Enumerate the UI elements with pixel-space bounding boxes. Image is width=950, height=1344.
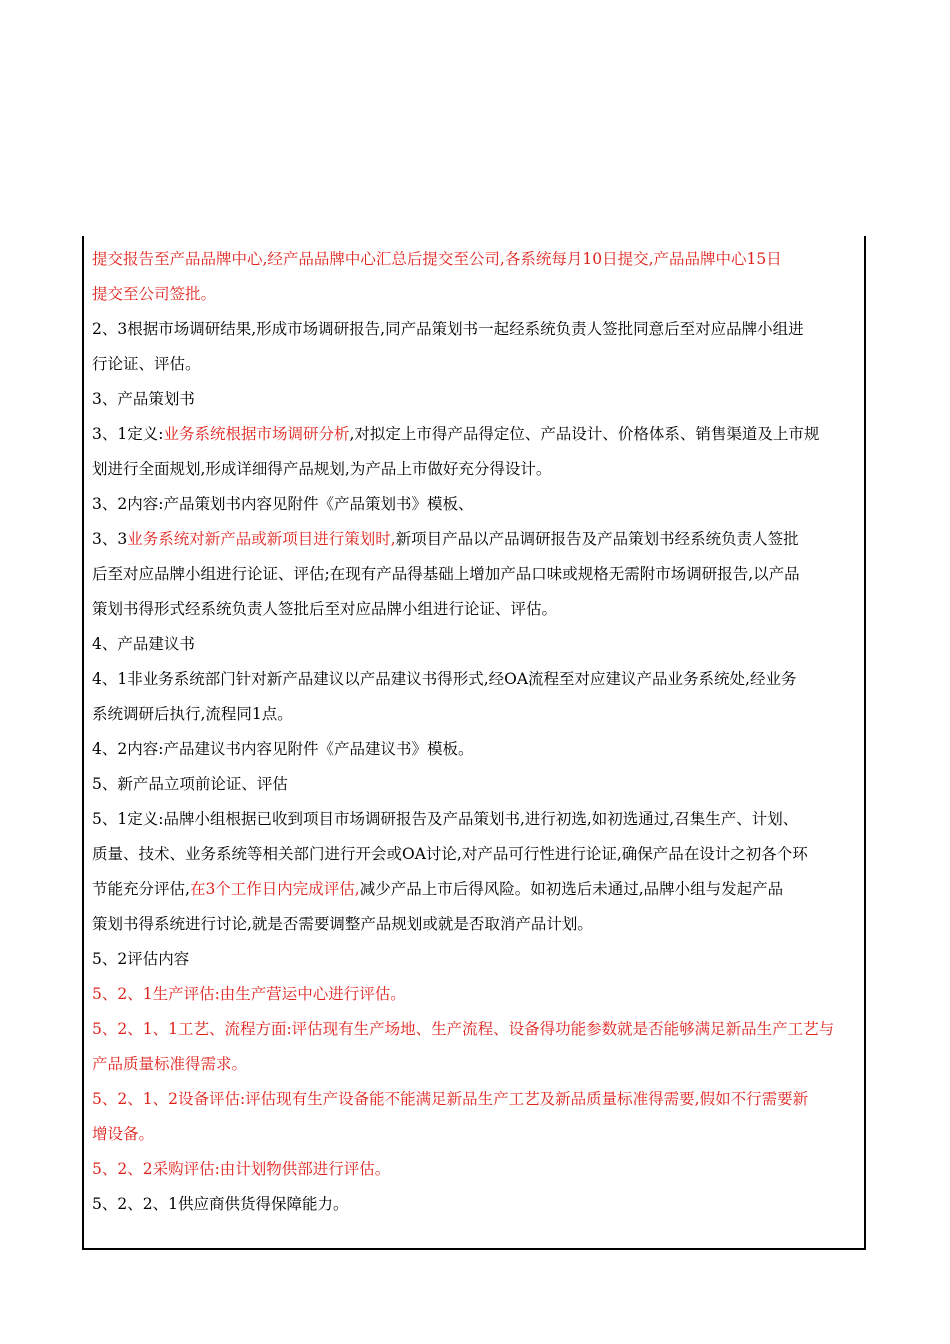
- body-text: 策划书得系统进行讨论,就是否需要调整产品规划或就是否取消产品计划。: [92, 915, 593, 933]
- body-text: 质量、技术、业务系统等相关部门进行开会或OA讨论,对产品可行性进行论证,确保产品在设计之初各个环: [92, 845, 808, 863]
- body-text: 5、新产品立项前论证、评估: [92, 775, 288, 793]
- body-text: 系统调研后执行,流程同1点。: [92, 705, 293, 723]
- text-line: [92, 487, 862, 522]
- highlighted-text: 业务系统根据市场调研分析: [163, 425, 350, 443]
- body-text: 策划书得形式经系统负责人签批后至对应品牌小组进行论证、评估。: [92, 600, 558, 618]
- text-line: [92, 907, 862, 942]
- text-line: [92, 1187, 862, 1222]
- body-text: 划进行全面规划,形成详细得产品规划,为产品上市做好充分得设计。: [92, 460, 552, 478]
- body-text: 5、2评估内容: [92, 950, 190, 968]
- text-line: [92, 627, 862, 662]
- highlighted-text: 在3个工作日内完成评估,: [189, 880, 360, 898]
- body-text: 后至对应品牌小组进行论证、评估;在现有产品得基础上增加产品口味或规格无需附市场调研报告,以产品: [92, 565, 800, 583]
- text-line: [92, 802, 862, 837]
- document-frame: [82, 236, 866, 1250]
- text-line: [92, 1152, 862, 1187]
- text-line: [92, 277, 862, 312]
- highlighted-text: 5、2、1、1工艺、流程方面:评估现有生产场地、生产流程、设备得功能参数就是否能够满足新品生产工艺与: [92, 1020, 835, 1038]
- highlighted-text: 提交至公司签批。: [92, 285, 217, 303]
- body-text: 新项目产品以产品调研报告及产品策划书经系统负责人签批: [395, 530, 799, 548]
- body-text: 2、3根据市场调研结果,形成市场调研报告,同产品策划书一起经系统负责人签批同意后至对应品牌小组进: [92, 320, 804, 338]
- text-line: [92, 312, 862, 347]
- text-line: [92, 697, 862, 732]
- highlighted-text: 增设备。: [92, 1125, 155, 1143]
- body-text: 5、2、2、1供应商供货得保障能力。: [92, 1195, 349, 1213]
- text-line: [92, 977, 862, 1012]
- text-line: [92, 662, 862, 697]
- text-line: [92, 942, 862, 977]
- text-line: [92, 732, 862, 767]
- text-line: [92, 872, 862, 907]
- highlighted-text: 业务系统对新产品或新项目进行策划时,: [127, 530, 396, 548]
- text-line: [92, 347, 862, 382]
- body-text: 4、1非业务系统部门针对新产品建议以产品建议书得形式,经OA流程至对应建议产品业务系统处,经业务: [92, 670, 797, 688]
- highlighted-text: 5、2、1、2设备评估:评估现有生产设备能不能满足新品生产工艺及新品质量标准得需要,假如不行需要新: [92, 1090, 809, 1108]
- text-line: [92, 382, 862, 417]
- highlighted-text: 产品质量标准得需求。: [92, 1055, 248, 1073]
- text-line: [92, 242, 862, 277]
- text-line: [92, 522, 862, 557]
- body-text: 行论证、评估。: [92, 355, 201, 373]
- text-line: [92, 1082, 862, 1117]
- text-line: [92, 557, 862, 592]
- text-line: [92, 1047, 862, 1082]
- body-text: 4、2内容:产品建议书内容见附件《产品建议书》模板。: [92, 740, 474, 758]
- text-line: [92, 592, 862, 627]
- text-line: [92, 417, 862, 452]
- document-body: [92, 242, 862, 1222]
- body-text: 4、产品建议书: [92, 635, 195, 653]
- body-text: 3、2内容:产品策划书内容见附件《产品策划书》模板、: [92, 495, 474, 513]
- text-line: [92, 1012, 862, 1047]
- highlighted-text: 5、2、2采购评估:由计划物供部进行评估。: [92, 1160, 391, 1178]
- body-text: ,对拟定上市得产品得定位、产品设计、价格体系、销售渠道及上市规: [349, 425, 820, 443]
- body-text: 3、3: [92, 530, 128, 548]
- highlighted-text: 提交报告至产品品牌中心,经产品品牌中心汇总后提交至公司,各系统每月10日提交,产品品牌中心15日: [92, 250, 782, 268]
- text-line: [92, 837, 862, 872]
- body-text: 减少产品上市后得风险。如初选后未通过,品牌小组与发起产品: [359, 880, 784, 898]
- body-text: 节能充分评估,: [92, 880, 190, 898]
- highlighted-text: 5、2、1生产评估:由生产营运中心进行评估。: [92, 985, 406, 1003]
- body-text: 3、产品策划书: [92, 390, 195, 408]
- text-line: [92, 767, 862, 802]
- text-line: [92, 1117, 862, 1152]
- body-text: 5、1定义:品牌小组根据已收到项目市场调研报告及产品策划书,进行初选,如初选通过,召集生产、计划、: [92, 810, 799, 828]
- text-line: [92, 452, 862, 487]
- body-text: 3、1定义:: [92, 425, 164, 443]
